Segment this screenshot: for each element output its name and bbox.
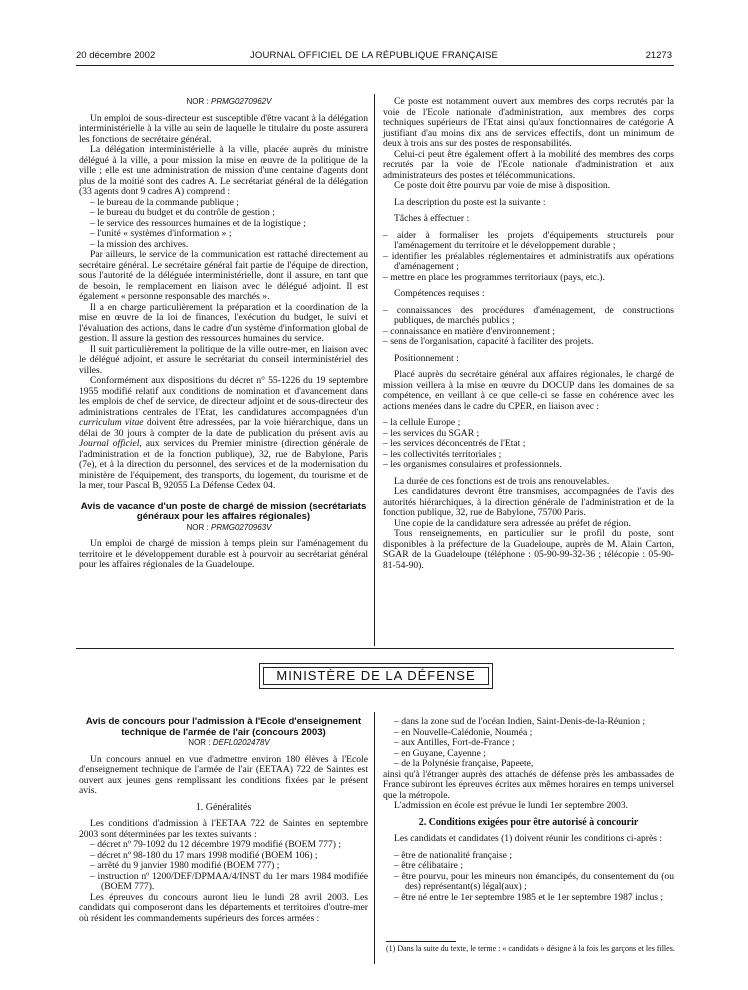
footnote: (1) Dans la suite du texte, le terme : « candidats » désigne à la fois les garçons et les filles. (386, 944, 675, 953)
list-item: – aux Antilles, Fort-de-France ; (394, 737, 515, 748)
footnote-rule (386, 941, 456, 942)
list-item: – en Nouvelle-Calédonie, Nouméa ; (394, 726, 533, 738)
list-item: – connaissance en matière d'environnement ; (383, 325, 555, 337)
top-right-column (383, 97, 674, 571)
list-item: – le bureau du budget et du contrôle de gestion ; (90, 207, 275, 218)
section-heading: 1. Généralités (195, 801, 252, 813)
list-item: – les organismes consulaires et professionnels. (383, 459, 562, 470)
list-item: – être né entre le 1er septembre 1985 et le 1er septembre 1987 inclus ; (394, 891, 664, 903)
list-item: – arrêté du 9 janvier 1980 modifié (BOEM 777) ; (90, 860, 280, 871)
list-item: – être de nationalité française ; (394, 849, 512, 861)
column-divider-top (374, 94, 375, 646)
list-item: – les services du SGAR ; (383, 427, 480, 439)
paragraph: La délégation interministérielle à la ville, placée auprès du ministre délégué à la ville, a pour mission la mise en œuvre de la politique de la ville ; elle est une administration de mission d'une centaine d'agents dont plus de la moitié sont des cadres A. Le secrétariat général de la délégation (33 agents dont 9 cadres A) comprend : (79, 144, 368, 197)
bottom-left-column (79, 717, 368, 924)
tasks-list (383, 231, 674, 284)
paragraph: L'admission en école est prévue le lundi 1er septembre 2003. (394, 800, 629, 811)
paragraph: Tâches à effectuer : (394, 213, 470, 224)
list-item: – le bureau de la commande publique ; (90, 196, 239, 208)
notice-heading: Avis de concours pour l'admission à l'Ecole d'enseignement technique de l'armée de l'air (concours 2003) (85, 716, 362, 738)
section-heading: 2. Conditions exigées pour être autorisé à concourir (418, 816, 639, 828)
paragraph: Ce poste doit être pourvu par voie de mise à disposition. (394, 180, 611, 191)
paragraph: Un concours annuel en vue d'admettre environ 180 élèves à l'Ecole d'enseignement technique de l'armée de l'air (EETAA) 722 de Saintes est ouvert aux jeunes gens remplissant les conditions fixées par le présent avis. (79, 753, 368, 796)
paragraph: Un emploi de chargé de mission à temps plein sur l'aménagement du territoire et le développement durable est à pourvoir au secrétariat général pour les affaires régionales de la Guadeloupe. (79, 538, 368, 570)
list-item: – aider à formaliser les projets d'équipements structurels pour l'aménagement du territoire et le développement durable ; (383, 229, 674, 251)
list-item: – la cellule Europe ; (383, 417, 461, 428)
journal-title: JOURNAL OFFICIEL DE LA RÉPUBLIQUE FRANÇAISE (249, 50, 499, 61)
paragraph: Les candidatures devront être transmises, accompagnées de l'avis des autorités hiérarchiques, à la direction générale de l'administration et de la fonction publique, 32, rue de Babylone, 75700 Paris. (383, 486, 674, 518)
ministry-banner (259, 663, 493, 689)
list-item: – décret nº 79-1092 du 12 décembre 1979 modifié (BOEM 777) ; (90, 839, 342, 850)
list-item: – l'unité « systèmes d'information » ; (90, 228, 232, 239)
list-item: – instruction nº 1200/DEF/DPMAA/4/INST du 1er mars 1984 modifiée (BOEM 777). (90, 870, 368, 892)
list-item: – les services déconcentrés de l'Etat ; (383, 438, 526, 449)
ministry-title: MINISTÈRE DE LA DÉFENSE (263, 667, 489, 685)
paragraph: Un emploi de sous-directeur est susceptible d'être vacant à la délégation interministérielle à la ville au sein de laquelle le titulaire du poste assurera les fonctions de secrétaire général. (79, 112, 368, 145)
paragraph: Placé auprès du secrétaire général aux affaires régionales, le chargé de mission veillera à la mise en œuvre du DOCUP dans les domaines de sa compétence, en veillant à ce que celle-ci se fasse en cohérence avec les actions menées dans le cadre du CPER, en liaison avec : (383, 369, 674, 412)
page-header (76, 50, 672, 64)
paragraph: Il suit particulièrement la politique de la ville outre-mer, en liaison avec le délégué adjoint, et assure le secrétariat du conseil interministériel des villes. (79, 343, 368, 376)
secretariat-list (79, 198, 368, 251)
nor-reference: NOR : DEFL0202478V (188, 738, 270, 747)
list-item: – être pourvu, pour les mineurs non émancipés, du consentement du (ou des) représentant(s) légal(aux) ; (394, 870, 674, 892)
paragraph: Compétences requises : (394, 288, 485, 299)
header-date: 20 décembre 2002 (76, 50, 156, 61)
list-item: – en Guyane, Cayenne ; (394, 747, 486, 759)
list-item: – connaissances des procédures d'aménagement, de constructions publiques, de marchés publics ; (383, 304, 674, 326)
page-number: 21273 (645, 50, 672, 61)
paragraph: Il a en charge particulièrement la préparation et la coordination de la mise en œuvre de la loi de finances, l'exécution du budget, le suivi et l'évaluation des actions, dans le cadre d'un système d'information global de gestion. Il assure la gestion des ressources humaines du service. (79, 301, 368, 344)
header-rule (76, 65, 674, 66)
paragraph: Ce poste est notamment ouvert aux membres des corps recrutés par la voie de l'Ecole nationale d'administration, aux membres des corps techniques supérieurs de l'Etat ainsi qu'aux fonctionnaires de catégorie A justifiant d'au moins dix ans de services effectifs, dont un minimum de deux à trois ans sur des postes de responsabilités. (383, 96, 674, 149)
column-divider-bottom (374, 712, 375, 964)
skills-list (383, 306, 674, 348)
notice-heading: Avis de vacance d'un poste de chargé de mission (secrétariats généraux pour les affaires régionales) (80, 500, 367, 522)
list-item: – les collectivités territoriales ; (383, 448, 502, 460)
paragraph: Par ailleurs, le service de la communication est rattaché directement au secrétaire général. Le secrétaire général fait partie de l'équipe de direction, sous l'autorité de la déléguée interministérielle, dont il assure, en tant que de besoin, le remplacement en liaison avec le délégué adjoint. Il est également « personne responsable des marchés ». (79, 249, 368, 302)
list-item: – sens de l'organisation, capacité à faciliter des projets. (383, 336, 594, 347)
list-item: – identifier les préalables réglementaires et administratifs aux opérations d'aménagement ; (383, 250, 674, 272)
paragraph: Les candidats et candidates (1) doivent réunir les conditions ci-après : (394, 833, 663, 844)
liaison-list (383, 418, 674, 471)
paragraph: Positionnement : (394, 352, 459, 364)
paragraph: Conformément aux dispositions du décret n° 55-1226 du 19 septembre 1955 modifié relatif aux conditions de nomination et d'avancement dans les emplois de chef de service, de directeur adjoint et de sous-directeur des administrations centrales de l'Etat, les candidatures accompagnées d'un curriculum vitae doivent être adressées, par la voie hiérarchique, dans un délai de 30 jours à compter de la date de publication du présent avis au Journal officiel, aux services du Premier ministre (direction générale de l'administration et de la fonction publique), 32, rue de Babylone, Paris (7e), et à la direction du personnel, des services et de la modernisation du ministère de l'équipement, des transports, du logement, du tourisme et de la mer, tour Pascal B, 92055 La Défense Cedex 04. (79, 375, 368, 491)
paragraph: Les épreuves du concours auront lieu le lundi 28 avril 2003. Les candidats qui composeront dans les départements et territoires d'outre-mer où résident les commandements supérieurs des forces armées : (79, 891, 368, 924)
list-item: – de la Polynésie française, Papeete, (394, 758, 534, 769)
paragraph: La description du poste est la suivante : (394, 196, 546, 208)
list-item: – le service des ressources humaines et de la logistique ; (90, 217, 306, 229)
paragraph: Celui-ci peut être également offert à la mobilité des membres des corps recrutés par la voie de l'Ecole nationale d'administration et aux administrateurs des postes et télécommunications. (383, 148, 674, 181)
regulations-list (79, 840, 368, 893)
paragraph: Les conditions d'admission à l'EETAA 722 de Saintes en septembre 2003 sont déterminées par les textes suivants : (79, 818, 368, 840)
overseas-list (383, 717, 674, 770)
nor-reference: NOR : PRMG0270962V (186, 97, 272, 106)
list-item: – être célibataire ; (394, 860, 463, 871)
nor-reference: NOR : PRMG0270963V (186, 522, 272, 532)
paragraph: Une copie de la candidature sera adressée au préfet de région. (394, 517, 631, 529)
bottom-right-column (383, 717, 674, 903)
conditions-list (383, 851, 674, 904)
paragraph: ainsi qu'à l'étranger auprès des attachés de défense près les ambassades de France subiront les épreuves écrites aux mêmes horaires en temps universel que la métropole. (383, 768, 674, 801)
paragraph: Tous renseignements, en particulier sur le profil du poste, sont disponibles à la préfecture de la Guadeloupe, auprès de M. Alain Carton, SGAR de la Guadeloupe (téléphone : 05-90-99-32-36 ; télécopie : 05-90-81-54-90). (383, 528, 674, 571)
top-left-column (79, 97, 368, 571)
list-item: – la mission des archives. (90, 238, 189, 250)
paragraph: La durée de ces fonctions est de trois ans renouvelables. (394, 475, 610, 487)
section-rule (76, 648, 674, 649)
list-item: – décret nº 98-180 du 17 mars 1998 modifié (BOEM 106) ; (90, 849, 318, 861)
list-item: – mettre en place les programmes territoriaux (pays, etc.). (383, 271, 605, 283)
list-item: – dans la zone sud de l'océan Indien, Saint-Denis-de-la-Réunion ; (394, 716, 646, 727)
